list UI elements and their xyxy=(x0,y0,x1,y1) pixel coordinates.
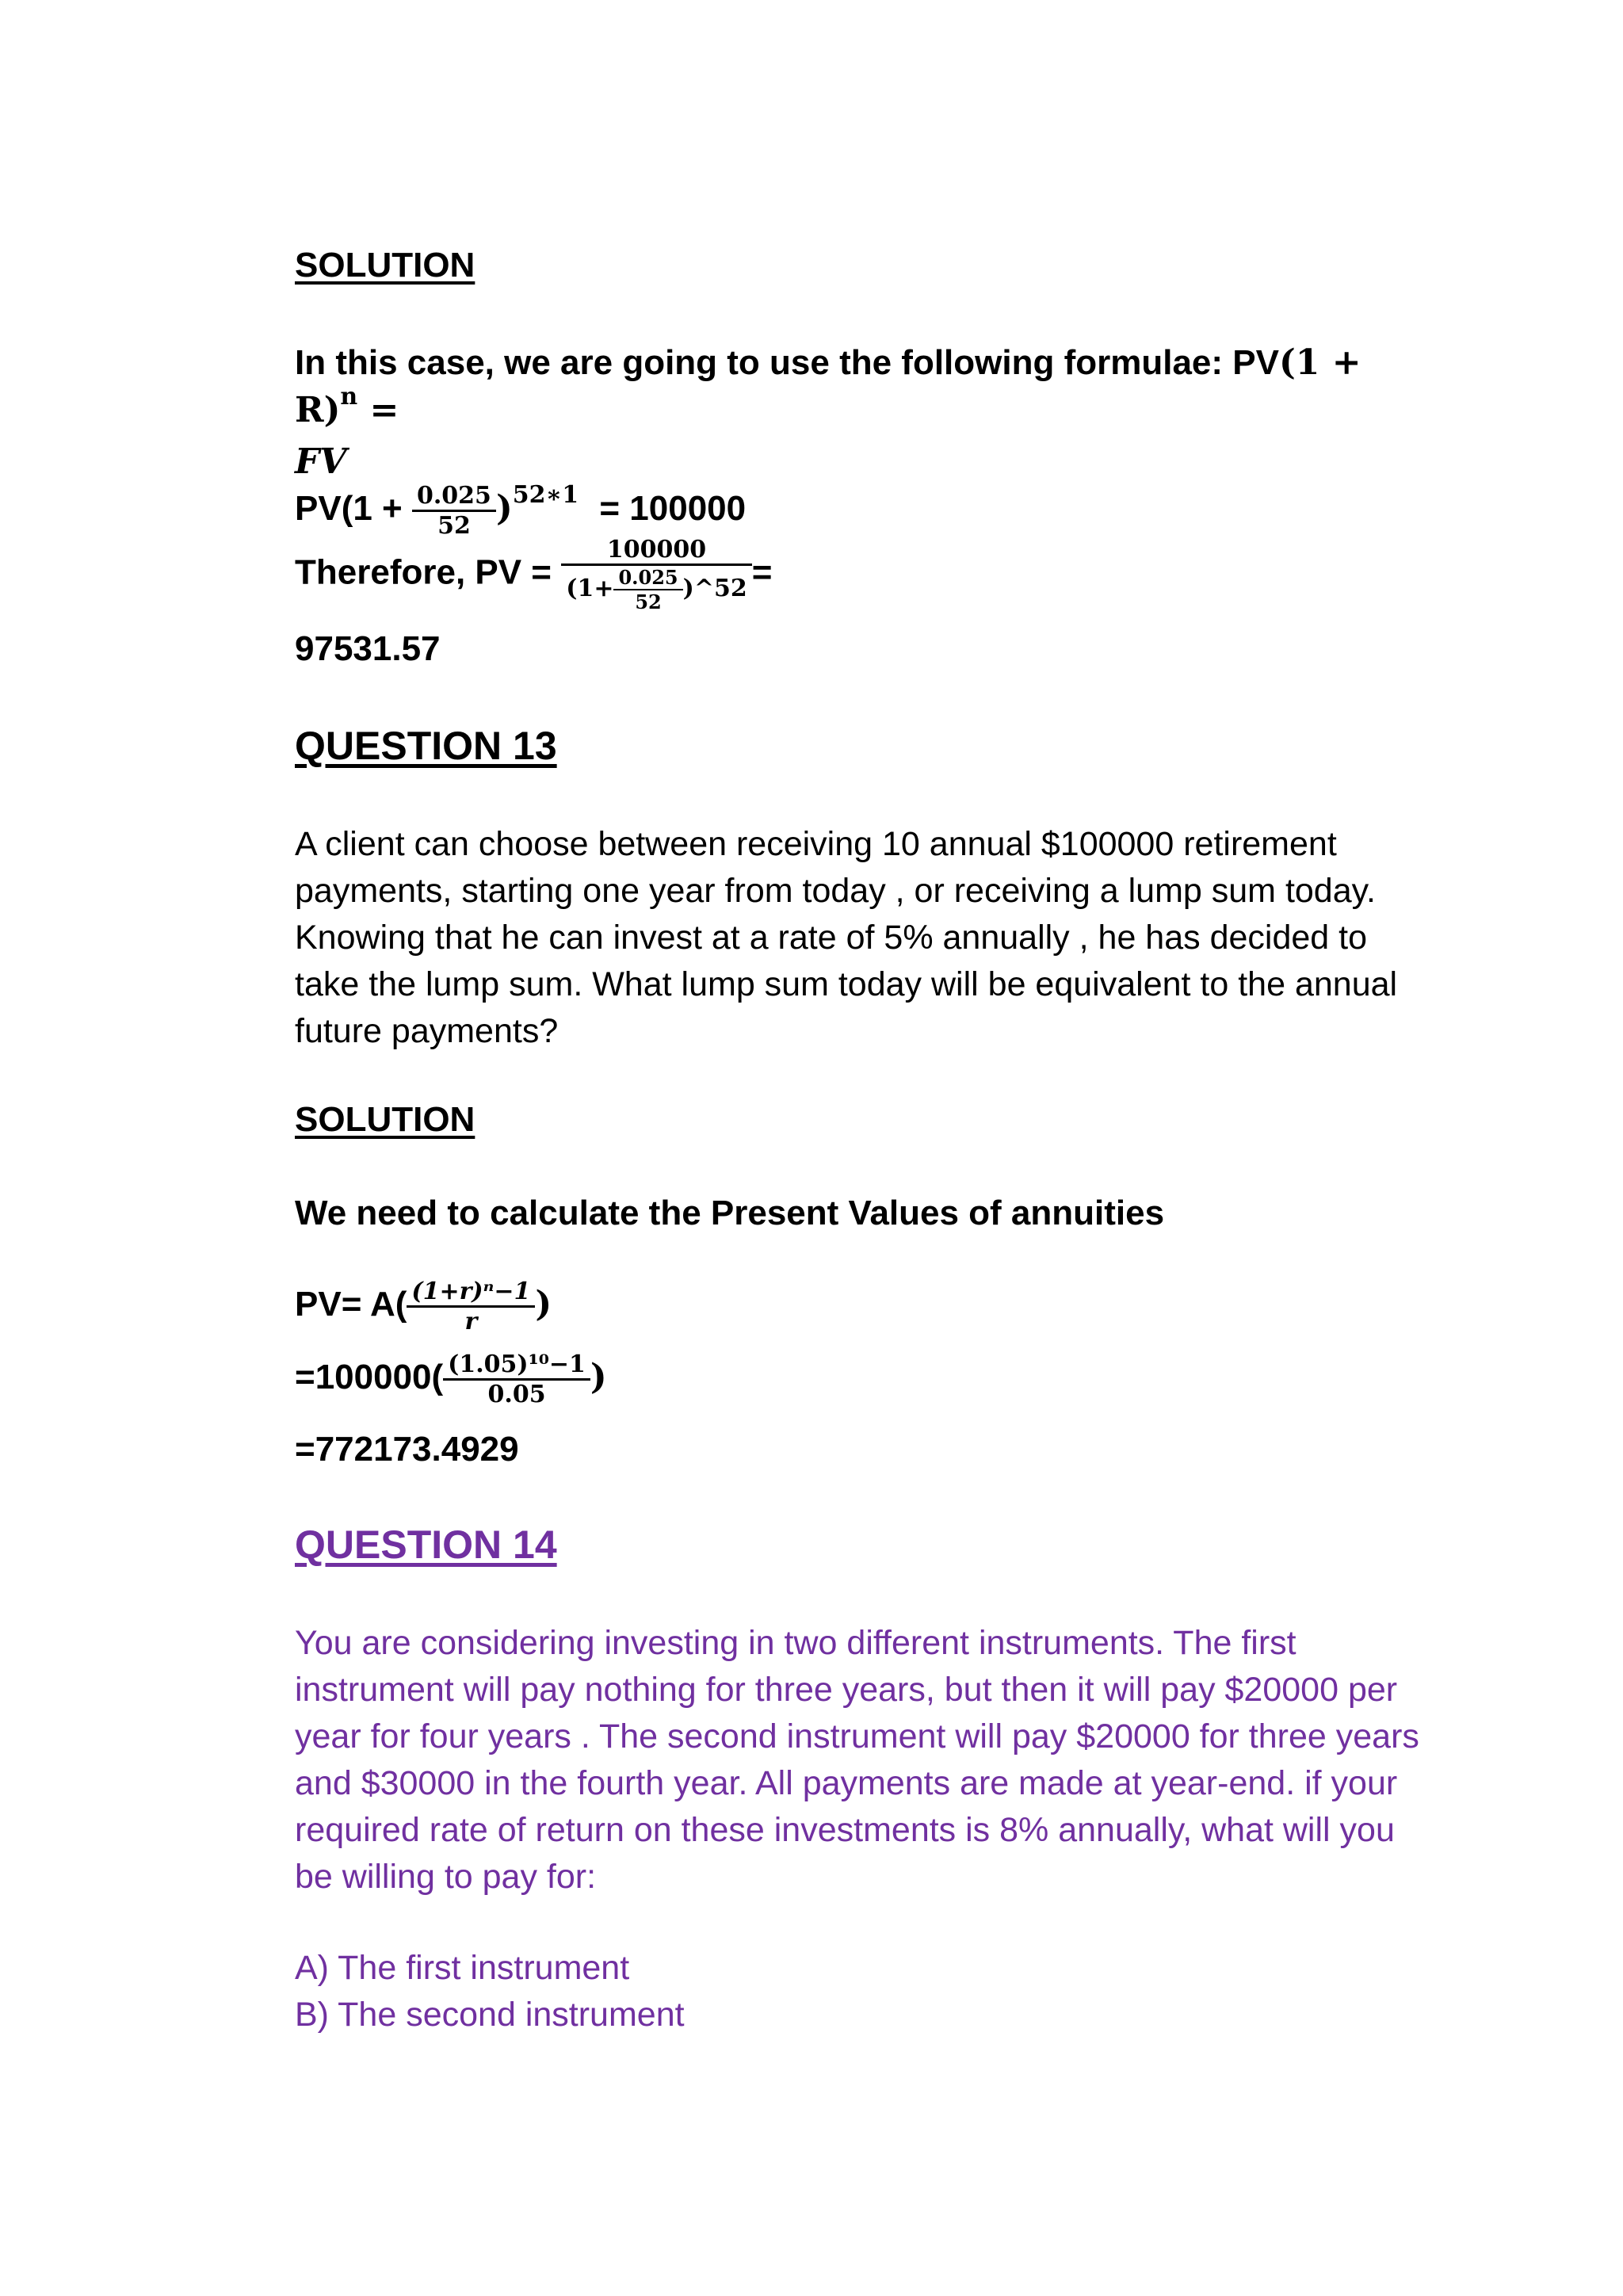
question-14-text: You are considering investing in two different instruments. The first instrument will pay nothing for three years, but then it will pay $20000 per year for four years . The second instrument will pay $20000 for three years and $30000 in the fourth year. All payments are made at year-end. if your required rate of return on these investments is 8% annually, what will you be willing to pay for: xyxy=(295,1624,1419,1896)
f2-denominator: 0.05 xyxy=(487,1381,546,1408)
annuity-formula-1 xyxy=(295,1278,552,1335)
formula-equals: = xyxy=(357,390,399,430)
eq2-inner-denominator: 52 xyxy=(635,590,662,613)
eq2-inner-fraction xyxy=(613,566,682,613)
question-14-heading: QUESTION 14 xyxy=(295,1522,557,1567)
formula-exponent: n xyxy=(340,383,358,411)
question-13-heading: QUESTION 13 xyxy=(295,724,557,768)
solution-heading-2: SOLUTION xyxy=(295,1100,475,1139)
f1-denominator: r xyxy=(464,1308,478,1335)
question-13-text: A client can choose between receiving 10 annual $100000 retirement payments, starting one year from today , or receiving a lump sum today. Knowing that he can invest at a rate of 5% annually , he has decided to take the lump sum. What lump sum today will be equivalent to the annual future payments? xyxy=(295,825,1398,1050)
eq1-rhs: = 100000 xyxy=(599,489,747,529)
eq2-den-close: )^52 xyxy=(682,575,747,602)
f1-close: ) xyxy=(535,1284,552,1325)
annuity-formula-2 xyxy=(295,1350,607,1408)
option-a: A) The first instrument xyxy=(295,1949,630,1987)
formula-intro-text: In this case, we are going to use the following formulae: PV xyxy=(295,343,1279,382)
eq1-close: ) xyxy=(495,488,513,529)
eq1-denominator: 52 xyxy=(437,512,471,540)
f2-prefix: =100000( xyxy=(295,1358,444,1397)
eq2-equals: = xyxy=(751,552,773,592)
formula-intro xyxy=(295,339,1436,486)
eq1-fraction xyxy=(412,482,496,540)
annuity-result: =772173.4929 xyxy=(295,1430,519,1469)
formula-fv: FV xyxy=(295,441,347,482)
formula-main: (1 + R) xyxy=(295,342,1361,430)
eq1-prefix: PV(1 + xyxy=(295,489,403,529)
result-value: 97531.57 xyxy=(295,629,441,668)
eq2-den-open: (1+ xyxy=(566,575,614,602)
eq2-denominator xyxy=(561,566,751,613)
f2-fraction xyxy=(443,1350,590,1408)
solution-heading-1: SOLUTION xyxy=(295,246,475,285)
f2-close: ) xyxy=(590,1357,607,1398)
f1-numerator: (1+r)ⁿ−1 xyxy=(407,1278,535,1308)
question-14-options xyxy=(295,1945,1436,2038)
f1-fraction xyxy=(407,1278,535,1335)
equation-2 xyxy=(295,536,772,613)
eq2-numerator: 100000 xyxy=(561,536,751,566)
f1-prefix: PV= A( xyxy=(295,1285,407,1324)
f2-numerator: (1.05)¹⁰−1 xyxy=(443,1350,590,1381)
eq2-inner-numerator: 0.025 xyxy=(613,566,682,590)
eq2-fraction xyxy=(561,536,751,613)
equation-1 xyxy=(295,482,746,540)
option-b: B) The second instrument xyxy=(295,1996,685,2034)
eq2-prefix: Therefore, PV = xyxy=(295,552,552,592)
eq1-exponent: 52∗1 xyxy=(512,481,579,510)
eq1-numerator: 0.025 xyxy=(412,482,496,512)
annuity-intro: We need to calculate the Present Values of annuities xyxy=(295,1194,1165,1232)
